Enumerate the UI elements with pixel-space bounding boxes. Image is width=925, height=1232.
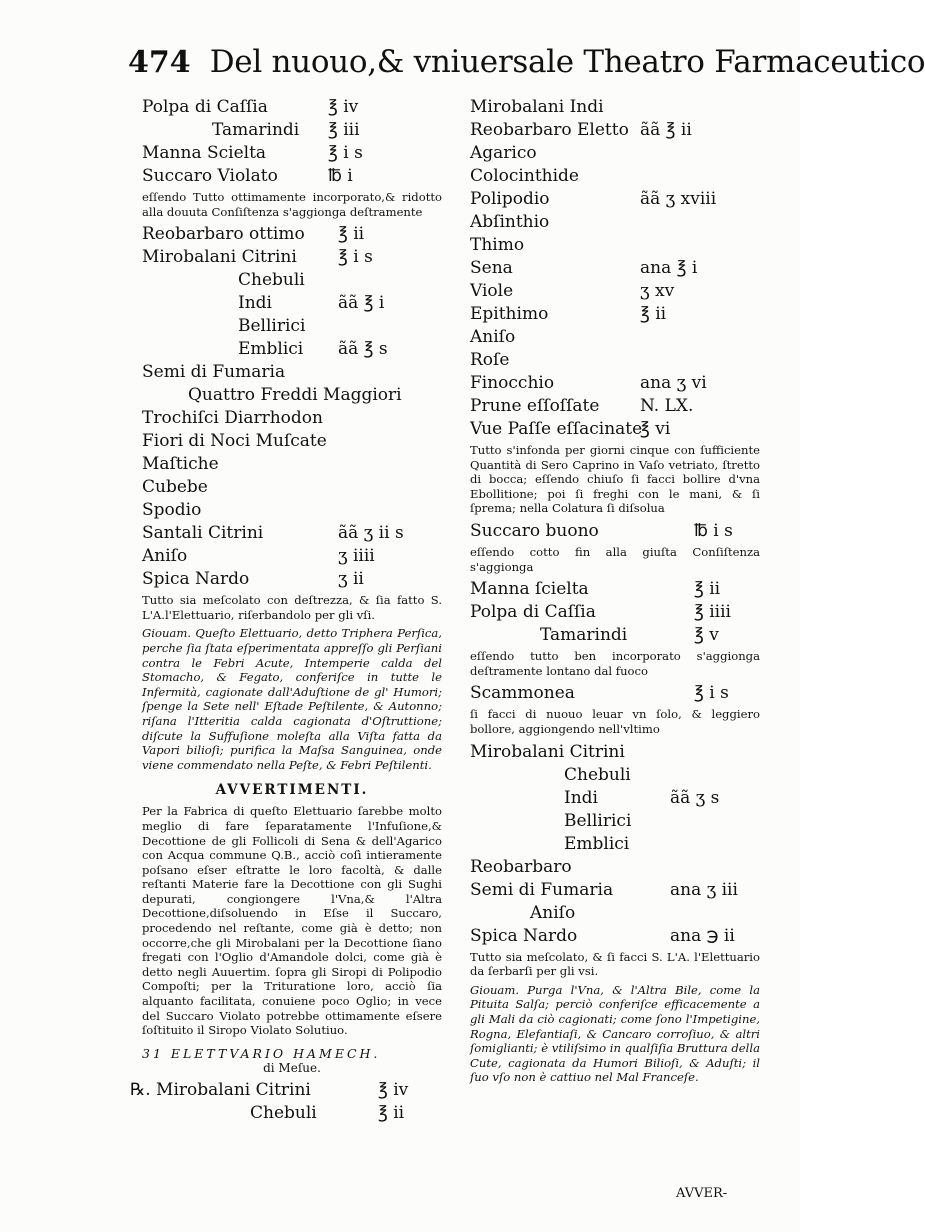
ingredient-name: Emblici bbox=[564, 833, 630, 854]
ingredient-quantity: ʒ ii bbox=[338, 569, 364, 590]
ingredient-name: Emblici bbox=[238, 339, 304, 360]
ingredient-row bbox=[142, 453, 442, 476]
ingredient-name: Semi di Fumaria bbox=[470, 879, 614, 900]
ingredient-name: Vue Paſſe eſſacinate bbox=[470, 419, 643, 439]
instruction-text: eſſendo tutto ben incorporato s'aggionga deſtramente lontano dal fuoco bbox=[470, 649, 760, 678]
ingredient-name: Spica Nardo bbox=[470, 925, 578, 946]
ingredient-row bbox=[142, 165, 442, 188]
ingredient-row bbox=[470, 682, 760, 705]
ingredient-name: Manna ſcielta bbox=[470, 579, 589, 600]
ingredient-quantity: ãã ʒ ii s bbox=[338, 523, 404, 544]
ingredient-name: Thimo bbox=[470, 235, 525, 255]
ingredient-quantity: ℥ ii bbox=[378, 1102, 405, 1123]
ingredient-row bbox=[470, 234, 760, 257]
ingredient-row bbox=[470, 326, 760, 349]
ingredient-list bbox=[470, 520, 760, 543]
ingredient-row bbox=[142, 315, 442, 338]
ingredient-row bbox=[142, 545, 442, 568]
ingredient-name: Succaro buono bbox=[470, 520, 599, 541]
ingredient-row bbox=[470, 902, 760, 925]
ingredient-quantity: ℥ iii bbox=[328, 120, 360, 140]
instruction-text: ſi facci di nuouo leuar vn ſolo, & leggiero bollore, aggiongendo nell'vltimo bbox=[470, 707, 760, 736]
ingredient-name: Mirobalani Citrini bbox=[142, 247, 297, 268]
ingredient-name: Santali Citrini bbox=[142, 523, 264, 544]
ingredient-quantity: ana ℥ i bbox=[640, 258, 698, 278]
ingredient-name: Tamarindi bbox=[540, 625, 628, 646]
ingredient-quantity: ana ʒ iii bbox=[670, 879, 738, 900]
ingredient-row bbox=[142, 338, 442, 361]
ingredient-name: Abſinthio bbox=[470, 212, 550, 232]
ingredient-name: Spica Nardo bbox=[142, 569, 250, 590]
ingredient-quantity: ℥ i s bbox=[694, 683, 729, 704]
ingredient-row bbox=[470, 119, 760, 142]
ingredient-quantity: ãã ℥ i bbox=[338, 293, 385, 314]
left-column bbox=[130, 96, 442, 1125]
ingredient-list bbox=[142, 96, 442, 188]
ingredient-row bbox=[470, 96, 760, 119]
ingredient-name: Agarico bbox=[470, 143, 537, 163]
ingredient-row bbox=[142, 223, 442, 246]
ingredient-quantity: ℥ ii bbox=[338, 224, 365, 245]
ingredient-row bbox=[142, 96, 442, 119]
ingredient-name: Semi di Fumaria bbox=[142, 362, 286, 383]
ingredient-quantity: ℥ iv bbox=[328, 97, 359, 117]
ingredient-name: Prune eſſoſſate bbox=[470, 396, 600, 416]
ingredient-name: Bellirici bbox=[238, 316, 306, 337]
ingredient-row bbox=[470, 372, 760, 395]
ingredient-list bbox=[142, 223, 442, 591]
ingredient-quantity: ana ʒ vi bbox=[640, 373, 707, 393]
ingredient-row bbox=[470, 741, 760, 764]
ingredient-name: Indi bbox=[238, 293, 272, 314]
ingredient-name: Sena bbox=[470, 258, 513, 278]
ingredient-name: Polpa di Caſſia bbox=[470, 602, 596, 623]
recipe-title: 31 ELETTVARIO HAMECH. bbox=[142, 1045, 381, 1061]
ingredient-name: Chebuli bbox=[250, 1102, 317, 1123]
ingredient-quantity: ℥ ii bbox=[640, 304, 667, 324]
ingredient-row bbox=[142, 246, 442, 269]
instruction-text: eſſendo cotto fin alla giuſta Conſiſtenza s'aggionga bbox=[470, 544, 760, 574]
ingredient-quantity: ʒ xv bbox=[640, 281, 675, 301]
ingredient-quantity: ℔ i s bbox=[694, 520, 733, 541]
ingredient-name: Reobarbaro bbox=[470, 856, 572, 877]
ingredient-row bbox=[470, 856, 760, 879]
ingredient-row bbox=[470, 257, 760, 280]
section-heading: AVVERTIMENTI. bbox=[215, 782, 369, 799]
ingredient-name: Maſtiche bbox=[142, 454, 219, 475]
ingredient-row bbox=[142, 361, 442, 384]
ingredient-name: Viole bbox=[470, 281, 514, 301]
ingredient-quantity: N. LX. bbox=[640, 396, 694, 416]
ingredient-quantity: ℥ v bbox=[694, 625, 719, 646]
ingredient-row bbox=[470, 787, 760, 810]
ingredient-name: ℞. Mirobalani Citrini bbox=[130, 1079, 311, 1100]
ingredient-name: Manna Scielta bbox=[142, 143, 267, 163]
ingredient-name: Polpa di Caſſia bbox=[142, 97, 268, 117]
ingredient-row bbox=[142, 568, 442, 591]
ingredient-quantity: ãã ʒ xviii bbox=[640, 189, 717, 209]
ingredient-row bbox=[470, 520, 760, 543]
ingredient-row bbox=[142, 142, 442, 165]
ingredient-row bbox=[470, 211, 760, 234]
running-title: Del nuouo,& vniuersale Theatro Farmaceutico bbox=[209, 44, 925, 80]
ingredient-row bbox=[470, 303, 760, 326]
ingredient-quantity: ana ℈ ii bbox=[670, 925, 735, 946]
ingredient-row bbox=[142, 384, 442, 407]
ingredient-row bbox=[142, 1102, 442, 1125]
ingredient-name: Polipodio bbox=[470, 189, 550, 209]
ingredient-name: Aniſo bbox=[530, 902, 576, 923]
ingredient-row bbox=[130, 1079, 442, 1102]
ingredient-row bbox=[142, 476, 442, 499]
ingredient-row bbox=[470, 764, 760, 787]
ingredient-list bbox=[470, 682, 760, 705]
ingredient-row bbox=[142, 407, 442, 430]
ingredient-name: Roſe bbox=[470, 350, 510, 370]
ingredient-list bbox=[130, 1079, 442, 1125]
ingredient-row bbox=[470, 925, 760, 948]
ingredient-quantity: ℥ iiii bbox=[694, 602, 731, 623]
catchword: AVVER- bbox=[676, 1186, 728, 1201]
ingredient-name: Spodio bbox=[142, 500, 202, 521]
instruction-text: Tutto sia meſcolato con deſtrezza, & ſia fatto S. L'A.l'Elettuario, riſerbandolo per gli vſi. bbox=[142, 593, 442, 622]
ingredient-row bbox=[142, 292, 442, 315]
running-header bbox=[128, 44, 925, 88]
ingredient-name: Quattro Freddi Maggiori bbox=[188, 385, 402, 406]
ingredient-name: Chebuli bbox=[238, 270, 305, 291]
instruction-text: Tutto s'infonda per giorni cinque con ſufficiente Quantità di Sero Caprino in Vaſo vetriato, ſtretto di bocca; eſſendo chiuſo ſi facci bollire d'vna Ebollitione; poi ſi freghi con le mani, & ſi ſprema; nella Colatura ſi diſsolua bbox=[470, 443, 760, 516]
ingredient-name: Reobarbaro Eletto bbox=[470, 120, 629, 140]
ingredient-quantity: ℥ vi bbox=[640, 419, 671, 439]
ingredient-name: Succaro Violato bbox=[142, 166, 278, 186]
commentary-text: Giouam. Queſto Elettuario, detto Triphera Perſica, perche ſia ſtata eſperimentata appreſſo gli Perſiani contra le Febri Acute, Intemperie calda del Stomacho, & Fegato, conferiſce in tutte le Infermità, cagionate dall'Aduſtione de gl' Humori; ſpenge la Sete nell' Eſtade Peſtilente, & Autonno; riſana l'Itteritia calda cagionata d'Oſtruttione; diſcute la Suffuſione moleſta alla Viſta fatta da Vapori bilioſi; purifica la Maſsa Sanguinea, onde viene commendato nella Peſte, & Febri Peſtilenti. bbox=[142, 626, 442, 772]
right-column bbox=[470, 96, 760, 1089]
ingredient-name: Mirobalani Citrini bbox=[470, 741, 625, 762]
ingredient-row bbox=[142, 522, 442, 545]
ingredient-row bbox=[470, 349, 760, 372]
ingredient-name: Aniſo bbox=[142, 546, 188, 567]
ingredient-row bbox=[470, 578, 760, 601]
ingredient-name: Aniſo bbox=[470, 327, 516, 347]
ingredient-row bbox=[470, 142, 760, 165]
ingredient-quantity: ℥ i s bbox=[328, 143, 363, 163]
ingredient-row bbox=[142, 430, 442, 453]
ingredient-row bbox=[142, 269, 442, 292]
ingredient-quantity: ʒ iiii bbox=[338, 546, 375, 567]
ingredient-name: Colocinthide bbox=[470, 166, 579, 186]
ingredient-row bbox=[470, 280, 760, 303]
ingredient-quantity: ãã ʒ s bbox=[670, 787, 720, 808]
ingredient-name: Chebuli bbox=[564, 764, 631, 785]
ingredient-row bbox=[470, 810, 760, 833]
recipe-subtitle: di Meſue. bbox=[263, 1060, 321, 1075]
ingredient-name: Cubebe bbox=[142, 477, 208, 498]
ingredient-row bbox=[470, 418, 760, 441]
ingredient-row bbox=[470, 395, 760, 418]
ingredient-name: Reobarbaro ottimo bbox=[142, 224, 305, 245]
ingredient-quantity: ℥ iv bbox=[378, 1079, 409, 1100]
ingredient-row bbox=[470, 833, 760, 856]
commentary-text: Giouam. Purga l'Vna, & l'Altra Bile, come la Pituita Salſa; perciò conferiſce efficacemente a gli Mali da ciò cagionati; come ſono l'Impetigine, Rogna, Elefantiaſi, & Cancaro corroſiuo, & altri ſomiglianti; è vtiliſsimo in qualſiſia Bruttura della Cute, cagionata da Humori Bilioſi, & Aduſti; il ſuo vſo non è cattiuo nel Mal Franceſe. bbox=[470, 982, 760, 1085]
ingredient-name: Finocchio bbox=[470, 373, 555, 393]
ingredient-row bbox=[470, 165, 760, 188]
ingredient-name: Epithimo bbox=[470, 304, 549, 324]
ingredient-name: Bellirici bbox=[564, 810, 632, 831]
ingredient-quantity: ãã ℥ ii bbox=[640, 120, 692, 140]
ingredient-row bbox=[142, 499, 442, 522]
ingredient-list bbox=[470, 96, 760, 441]
ingredient-name: Fiori di Noci Muſcate bbox=[142, 431, 327, 452]
ingredient-quantity: ℔ i bbox=[328, 166, 353, 186]
ingredient-name: Trochiſci Diarrhodon bbox=[142, 408, 323, 429]
ingredient-quantity: ãã ℥ s bbox=[338, 339, 388, 360]
ingredient-row bbox=[470, 188, 760, 211]
warning-text: Per la Fabrica di queſto Elettuario ſarebbe molto meglio di fare ſeparatamente l'Infuſione,& Decottione de gli Follicoli di Sena & dell'Agarico con Acqua commune Q.B., acciò coſì intieramente poſsano eſser eſtratte le loro facoltà, & dalle reſtanti Materie fare la Decottione con gli Sughi depurati, congiongere l'Vna,& l'Altra Decottione,diſsoluendo in Eſse il Succaro, procedendo nel reſtante, come già è detto; non occorre,che gli Mirobalani per la Decottione ſiano fregati con l'Oglio d'Amandole dolci, come già è detto negli Auuertim. ſopra gli Siropi di Polipodio Compoſti; per la Trituratione loro, acciò ſia alquanto facilitata, conuiene poco Oglio; in vece del Succaro Violato potrebbe ottimamente eſsere ſoſtituito il Siropo Violato Solutiuo. bbox=[142, 804, 442, 1038]
ingredient-name: Mirobalani Indi bbox=[470, 97, 604, 117]
instruction-text: Tutto sia meſcolato, & ſi facci S. L'A. l'Elettuario da ſerbarſi per gli vsi. bbox=[470, 949, 760, 979]
ingredient-row bbox=[142, 119, 442, 142]
ingredient-row bbox=[470, 624, 760, 647]
instruction-text: eſſendo Tutto ottimamente incorporato,& ridotto alla douuta Conſiſtenza s'aggionga deſtramente bbox=[142, 190, 442, 219]
page-number: 474 bbox=[128, 45, 191, 80]
ingredient-list bbox=[470, 741, 760, 948]
ingredient-row bbox=[470, 601, 760, 624]
ingredient-name: Indi bbox=[564, 787, 598, 808]
ingredient-name: Tamarindi bbox=[212, 120, 300, 140]
ingredient-quantity: ℥ ii bbox=[694, 579, 721, 600]
ingredient-name: Scammonea bbox=[470, 683, 575, 704]
ingredient-quantity: ℥ i s bbox=[338, 247, 373, 268]
ingredient-list bbox=[470, 578, 760, 647]
ingredient-row bbox=[470, 879, 760, 902]
